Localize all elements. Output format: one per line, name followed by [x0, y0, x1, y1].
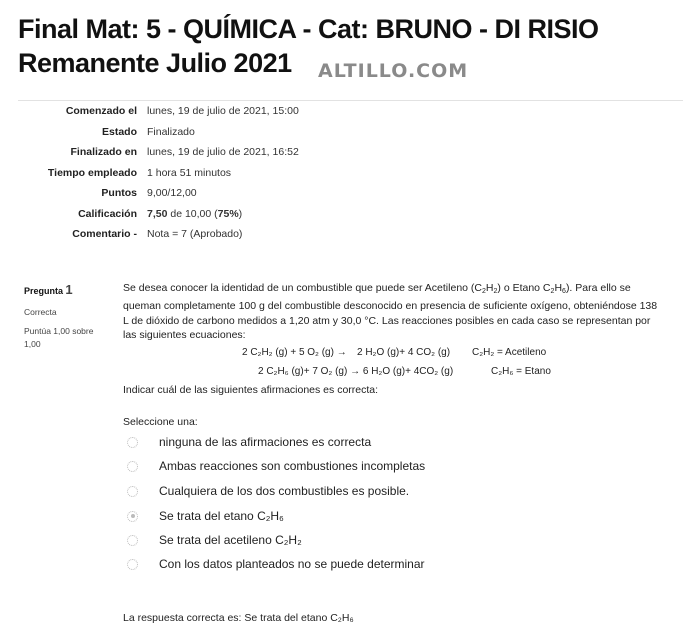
summary-key: Estado [101, 125, 137, 138]
question-label: Pregunta [24, 286, 64, 296]
answer-option-2[interactable] [127, 457, 425, 475]
summary-value: 9,00/12,00 [147, 187, 197, 200]
question-state: Correcta [24, 307, 57, 317]
summary-key: Puntos [101, 187, 137, 200]
summary-value [147, 208, 242, 220]
correct-answer-feedback: La respuesta correcta es: Se trata del etano C₂H₆ [123, 612, 354, 624]
answer-option-3[interactable] [127, 482, 409, 500]
page-title: Final Mat: 5 - QUÍMICA - Cat: BRUNO - DI RISIO Remanente Julio 2021 [18, 14, 599, 78]
equation-1-right: 2 H₂O (g)+ 4 CO₂ (g) [357, 347, 451, 358]
watermark: ALTILLO.COM [318, 60, 469, 82]
radio-button-selected[interactable] [127, 511, 138, 522]
summary-row-comment [18, 224, 683, 245]
radio-button[interactable] [127, 461, 138, 472]
summary-key: Comenzado el [65, 105, 137, 118]
equation-1-left: 2 C₂H₂ (g) + 5 O₂ (g) → [242, 347, 347, 358]
summary-value: lunes, 19 de julio de 2021, 15:00 [147, 105, 299, 118]
attempt-summary [18, 100, 683, 245]
option-label: Con los datos planteados no se puede determinar [159, 557, 425, 571]
summary-key: Tiempo empleado [47, 166, 137, 179]
question-score: Puntúa 1,00 sobre 1,00 [24, 326, 94, 349]
summary-value: 1 hora 51 minutos [147, 166, 232, 179]
radio-button[interactable] [127, 437, 138, 448]
summary-value: lunes, 19 de julio de 2021, 16:52 [147, 146, 299, 159]
summary-value: Nota = 7 (Aprobado) [147, 228, 243, 241]
option-label: Se trata del acetileno C₂H₂ [159, 533, 302, 547]
summary-row-state [18, 122, 683, 143]
option-label: Se trata del etano C₂H₆ [159, 509, 284, 523]
option-label: Ambas reacciones son combustiones incompletas [159, 459, 426, 473]
option-label: Cualquiera de los dos combustibles es posible. [159, 484, 410, 498]
radio-button[interactable] [127, 486, 138, 497]
answer-option-1[interactable] [127, 433, 371, 451]
grade-percent: 75% [217, 207, 239, 220]
question-number: 1 [65, 282, 73, 297]
grade-text: de 10,00 ( [167, 207, 218, 220]
option-label: ninguna de las afirmaciones es correcta [159, 435, 372, 449]
summary-row-finished [18, 142, 683, 163]
summary-key: Calificación [78, 207, 137, 220]
question-info [24, 282, 104, 351]
radio-button[interactable] [127, 535, 138, 546]
question-text: Se desea conocer la identidad de un combustible que puede ser Acetileno $(C_2H_2)$ o Etano $C_2H_6$). Para ello se queman completamente 100 g del combustible desconocido en presencia de suficiente oxígeno, obteniéndose 138 L de dióxido de carbono medidos a 1,20 atm y 30,0 °C. Las reacciones posibles en cada caso se representan por las siguientes ecuaciones: [123, 282, 658, 341]
equation-2-name: C₂H₆ = Etano [491, 366, 551, 377]
summary-key: Comentario - [72, 228, 137, 241]
summary-row-points [18, 183, 683, 204]
radio-button[interactable] [127, 559, 138, 570]
summary-row-time [18, 163, 683, 184]
question-prompt: Indicar cuál de las siguientes afirmaciones es correcta: [123, 384, 379, 396]
equation-2: 2 C₂H₆ (g)+ 7 O₂ (g) → 6 H₂O (g)+ 4CO₂ (g) [258, 366, 454, 377]
equation-1-name: C₂H₂ = Acetileno [472, 347, 547, 358]
answer-option-6[interactable] [127, 555, 425, 573]
summary-row-started [18, 101, 683, 122]
summary-row-grade [18, 204, 683, 225]
select-label: Seleccione una: [123, 416, 198, 428]
summary-key: Finalizado en [70, 146, 137, 159]
grade-close: ) [238, 207, 243, 220]
answer-option-4[interactable] [127, 507, 284, 525]
answer-option-5[interactable] [127, 531, 302, 549]
summary-value: Finalizado [147, 125, 195, 138]
grade-value: 7,50 [147, 207, 168, 220]
